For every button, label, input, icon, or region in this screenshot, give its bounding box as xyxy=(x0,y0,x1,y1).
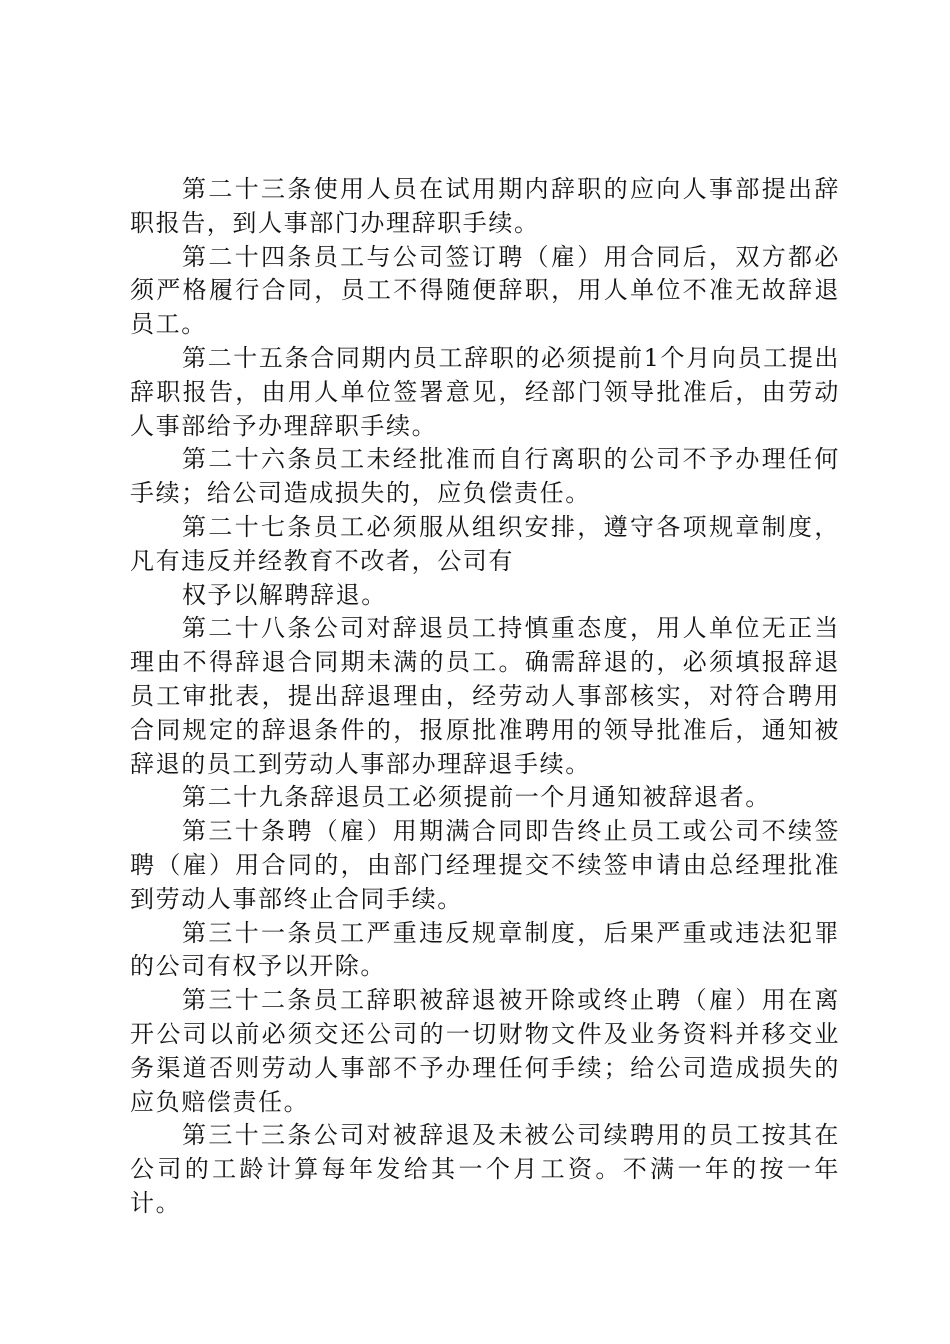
article-32-paragraph: 第三十二条员工辞职被辞退被开除或终止聘（雇）用在离开公司以前必须交还公司的一切财物文件及业务资料并移交业务渠道否则劳动人事部不予办理任何手续；给公司造成损失的应负赔偿责任。 xyxy=(130,986,840,1116)
article-29-paragraph: 第二十九条辞退员工必须提前一个月通知被辞退者。 xyxy=(182,783,771,812)
article-23-paragraph: 第二十三条使用人员在试用期内辞职的应向人事部提出辞职报告，到人事部门办理辞职手续。 xyxy=(130,175,840,237)
article-28-paragraph: 第二十八条公司对辞退员工持慎重态度，用人单位无正当理由不得辞退合同期未满的员工。确需辞退的，必须填报辞退员工审批表，提出辞退理由，经劳动人事部核实，对符合聘用合同规定的辞退条件的，报原批准聘用的领导批准后，通知被辞退的员工到劳动人事部办理辞退手续。 xyxy=(130,614,840,778)
document-body xyxy=(130,173,840,1221)
article-33-paragraph: 第三十三条公司对被辞退及未被公司续聘用的员工按其在公司的工龄计算每年发给其一个月工资。不满一年的按一年计。 xyxy=(130,1121,840,1217)
article-24-paragraph: 第二十四条员工与公司签订聘（雇）用合同后，双方都必须严格履行合同，员工不得随便辞职，用人单位不准无故辞退员工。 xyxy=(130,242,840,339)
article-26-paragraph: 第二十六条员工未经批准而自行离职的公司不予办理任何手续；给公司造成损失的，应负偿责任。 xyxy=(130,445,840,508)
article-30-paragraph: 第三十条聘（雇）用期满合同即告终止员工或公司不续签聘（雇）用合同的，由部门经理提交不续签申请由总经理批准到劳动人事部终止合同手续。 xyxy=(130,817,840,913)
article-27-paragraph: 第二十七条员工必须服从组织安排，遵守各项规章制度，凡有违反并经教育不改者，公司有 xyxy=(130,512,840,575)
article-31-paragraph: 第三十一条员工严重违反规章制度，后果严重或违法犯罪的公司有权予以开除。 xyxy=(130,918,840,981)
article-25-paragraph: 第二十五条合同期内员工辞职的必须提前1个月向员工提出辞职报告，由用人单位签署意见，经部门领导批准后，由劳动人事部给予办理辞职手续。 xyxy=(130,343,840,440)
article-27-continuation: 权予以解聘辞退。 xyxy=(182,580,387,609)
